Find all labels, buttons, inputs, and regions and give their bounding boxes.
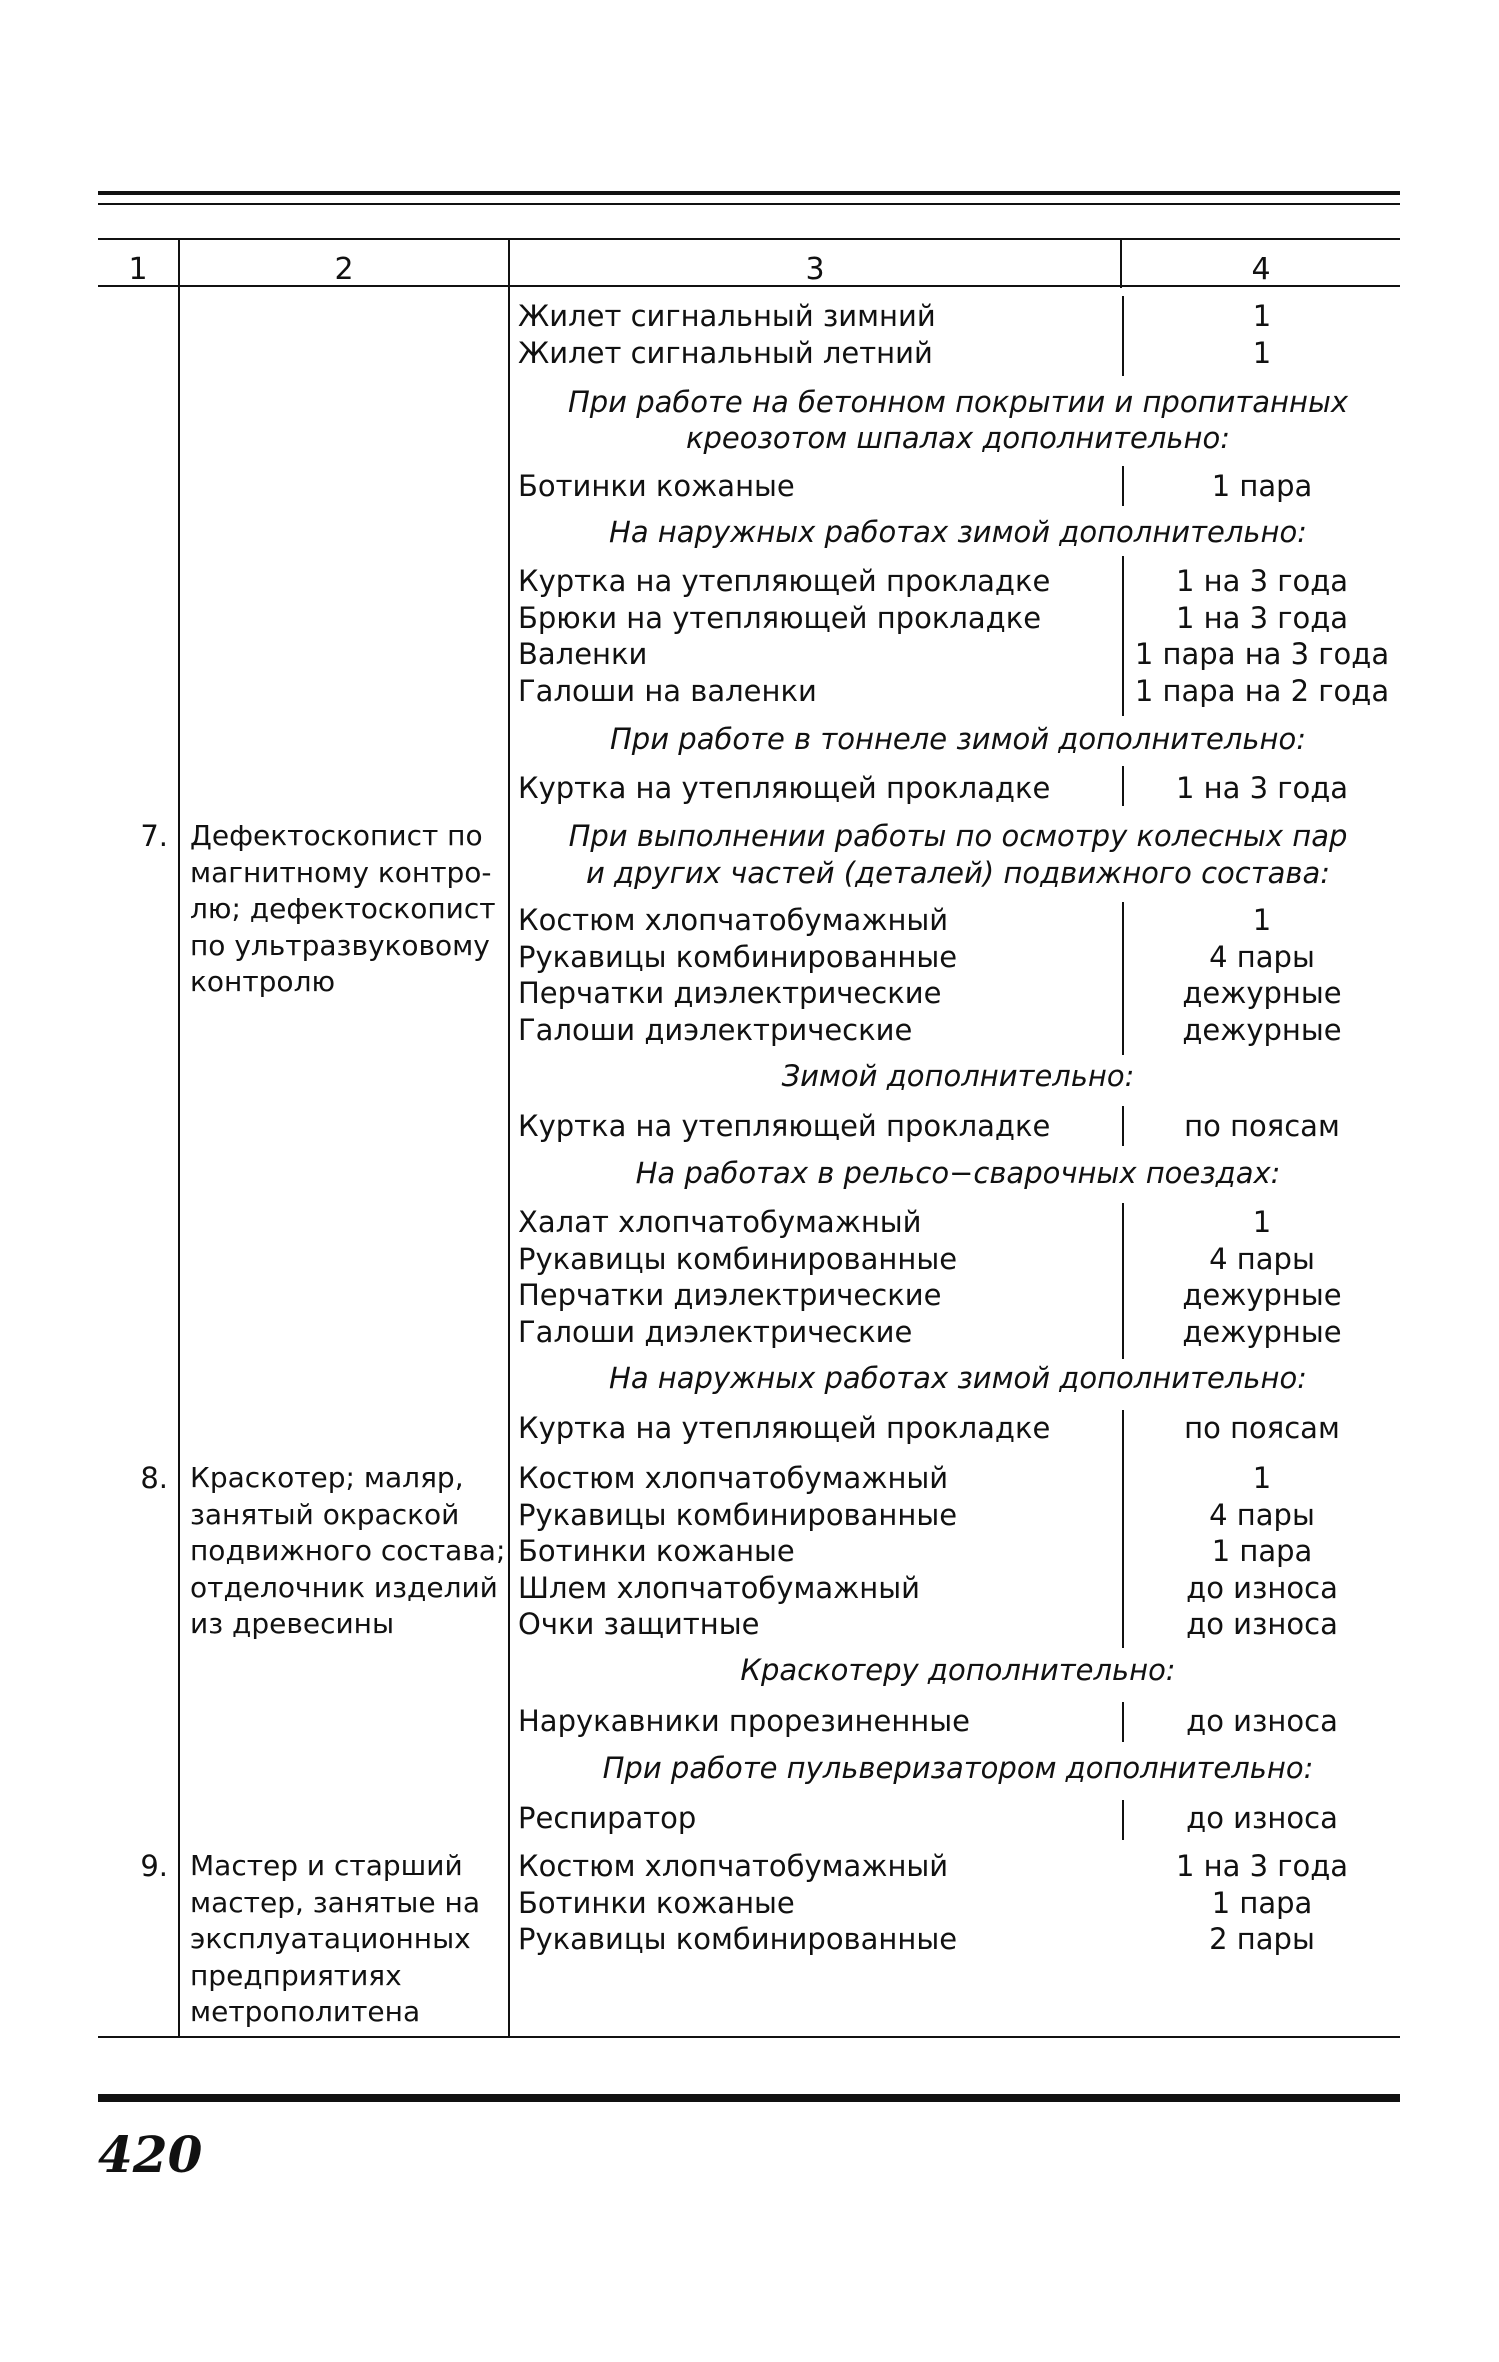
section-heading: При работе в тоннеле зимой дополнительно:	[610, 722, 1306, 756]
section-heading: На наружных работах зимой дополнительно:	[609, 1361, 1307, 1395]
col4-divider-seg	[1122, 766, 1124, 806]
top-rule-thin	[98, 203, 1400, 205]
list-item: Шлем хлопчатобумажный	[518, 1570, 920, 1605]
col-divider-1	[178, 238, 180, 2038]
qty-value: 1 на 3 года	[1175, 1849, 1349, 1883]
list-item: Рукавицы комбинированные	[518, 1241, 958, 1276]
section-qty	[1126, 563, 1398, 709]
row8-qty	[1126, 1460, 1398, 1643]
section-heading: и других частей (деталей) подвижного состава:	[585, 856, 1331, 890]
qty-value: 1 пара	[1211, 469, 1313, 503]
qty-value: 1 на 3 года	[1175, 564, 1349, 598]
qty-value: 1 на 3 года	[1175, 600, 1349, 635]
qty-value: 4 пары	[1209, 1241, 1315, 1276]
header-col-1: 1	[128, 252, 148, 287]
profession-line: отделочник изделий	[190, 1570, 498, 1604]
profession-line: из древесины	[190, 1607, 395, 1640]
bottom-rule	[98, 2094, 1400, 2102]
qty-value: 1	[1252, 299, 1272, 333]
profession-line: занятый окраской	[190, 1497, 460, 1531]
header-top-line	[98, 238, 1400, 240]
qty-value: до износа	[1186, 1704, 1338, 1738]
row-number: 7.	[140, 819, 168, 853]
list-item: Валенки	[518, 637, 648, 671]
profession-line: Мастер и старший	[190, 1849, 463, 1882]
row7-items	[518, 902, 957, 1048]
page-number: 420	[98, 2125, 203, 2184]
profession-cell	[190, 1848, 506, 2031]
qty-value: 1 на 3 года	[1175, 771, 1349, 805]
list-item: Ботинки кожаные	[518, 1885, 795, 1920]
section-heading: При выполнении работы по осмотру колесных пар	[568, 819, 1348, 853]
list-item: Перчатки диэлектрические	[518, 1278, 942, 1312]
profession-cell	[190, 1460, 506, 1643]
qty-value: 1	[1252, 1461, 1272, 1495]
profession-line: эксплуатационных	[190, 1922, 471, 1955]
section-heading: На работах в рельсо−сварочных поездах:	[635, 1156, 1281, 1190]
row8-items	[518, 1460, 957, 1643]
qty-value: 1 пара на 3 года	[1134, 637, 1390, 671]
qty-value: по поясам	[1184, 1109, 1340, 1143]
list-item: Костюм хлопчатобумажный	[518, 1461, 949, 1495]
section-heading: Зимой дополнительно:	[781, 1059, 1135, 1093]
col4-divider-seg	[1122, 556, 1124, 716]
qty-value: 1	[1252, 335, 1272, 370]
col4-divider-seg	[1122, 1410, 1124, 1648]
row9-qty	[1126, 1848, 1398, 1958]
list-item: Жилет сигнальный летний	[518, 335, 933, 370]
qty-value: по поясам	[1184, 1411, 1340, 1445]
section-heading: На наружных работах зимой дополнительно:	[609, 515, 1307, 549]
list-item: Рукавицы комбинированные	[518, 1497, 958, 1532]
row-number: 9.	[140, 1849, 168, 1883]
profession-line: контролю	[190, 965, 336, 998]
list-item: Куртка на утепляющей прокладке	[518, 1411, 1051, 1445]
row7-weld-items	[518, 1204, 957, 1350]
section-heading: При работе на бетонном покрытии и пропитанных	[567, 385, 1349, 419]
col4-divider-seg	[1122, 1800, 1124, 1840]
continued-qty	[1126, 298, 1398, 371]
table-bottom-line	[98, 2036, 1400, 2038]
list-item: Ботинки кожаные	[518, 469, 795, 503]
header-col-4: 4	[1251, 252, 1271, 287]
col4-divider-seg	[1122, 296, 1124, 376]
qty-value: дежурные	[1182, 976, 1342, 1010]
list-item: Галоши диэлектрические	[518, 1012, 913, 1047]
list-item: Очки защитные	[518, 1607, 760, 1641]
qty-value: до износа	[1186, 1570, 1338, 1605]
profession-line: Дефектоскопист по	[190, 819, 483, 852]
qty-value: 4 пары	[1209, 1497, 1315, 1532]
list-item: Нарукавники прорезиненные	[518, 1704, 971, 1738]
profession-line: лю; дефектоскопист	[190, 892, 496, 925]
profession-line: магнитному контро-	[190, 855, 492, 889]
list-item: Галоши на валенки	[518, 673, 817, 708]
profession-line: мастер, занятые на	[190, 1885, 480, 1919]
qty-value: 2 пары	[1209, 1922, 1315, 1956]
section-items	[518, 563, 1050, 709]
list-item: Куртка на утепляющей прокладке	[518, 1109, 1051, 1143]
profession-line: предприятиях	[190, 1958, 402, 1992]
qty-value: 1 пара	[1211, 1534, 1313, 1568]
profession-line: по ультразвуковому	[190, 928, 490, 962]
list-item: Костюм хлопчатобумажный	[518, 903, 949, 937]
list-item: Перчатки диэлектрические	[518, 976, 942, 1010]
col4-divider-seg	[1122, 466, 1124, 506]
list-item: Рукавицы комбинированные	[518, 1922, 958, 1956]
qty-value: 4 пары	[1209, 939, 1315, 974]
qty-value: 1 пара на 2 года	[1134, 673, 1390, 708]
list-item: Жилет сигнальный зимний	[518, 299, 936, 333]
list-item: Костюм хлопчатобумажный	[518, 1849, 949, 1883]
profession-cell	[190, 818, 506, 1001]
row9-items	[518, 1848, 957, 1958]
section-heading: креозотом шпалах дополнительно:	[685, 421, 1231, 455]
list-item: Куртка на утепляющей прокладке	[518, 771, 1051, 805]
qty-value: до износа	[1186, 1801, 1338, 1835]
section-heading: При работе пульверизатором дополнительно:	[602, 1751, 1314, 1785]
col4-divider-seg	[1122, 1702, 1124, 1742]
row-number: 8.	[140, 1461, 168, 1495]
header-col-2: 2	[334, 252, 354, 287]
qty-value: 1	[1252, 1205, 1272, 1239]
qty-value: дежурные	[1182, 1314, 1342, 1349]
row7-qty	[1126, 902, 1398, 1048]
qty-value: до износа	[1186, 1607, 1338, 1641]
qty-value: 1	[1252, 903, 1272, 937]
list-item: Галоши диэлектрические	[518, 1314, 913, 1349]
profession-line: метрополитена	[190, 1995, 421, 2028]
list-item: Ботинки кожаные	[518, 1534, 795, 1568]
row7-weld-qty	[1126, 1204, 1398, 1350]
qty-value: 1 пара	[1211, 1885, 1313, 1920]
top-rule-thick	[98, 191, 1400, 195]
col4-divider-seg	[1122, 1203, 1124, 1359]
profession-line: Краскотер; маляр,	[190, 1461, 464, 1494]
col4-divider-seg	[1122, 1106, 1124, 1146]
list-item: Брюки на утепляющей прокладке	[518, 600, 1042, 635]
qty-value: дежурные	[1182, 1278, 1342, 1312]
list-item: Рукавицы комбинированные	[518, 939, 958, 974]
continued-items	[518, 298, 936, 371]
profession-line: подвижного состава;	[190, 1534, 506, 1567]
section-heading: Краскотеру дополнительно:	[740, 1653, 1176, 1687]
list-item: Халат хлопчатобумажный	[518, 1205, 922, 1239]
col4-divider-seg	[1122, 902, 1124, 1055]
list-item: Куртка на утепляющей прокладке	[518, 564, 1051, 598]
header-col-3: 3	[805, 252, 825, 287]
qty-value: дежурные	[1182, 1012, 1342, 1047]
list-item: Респиратор	[518, 1801, 697, 1835]
